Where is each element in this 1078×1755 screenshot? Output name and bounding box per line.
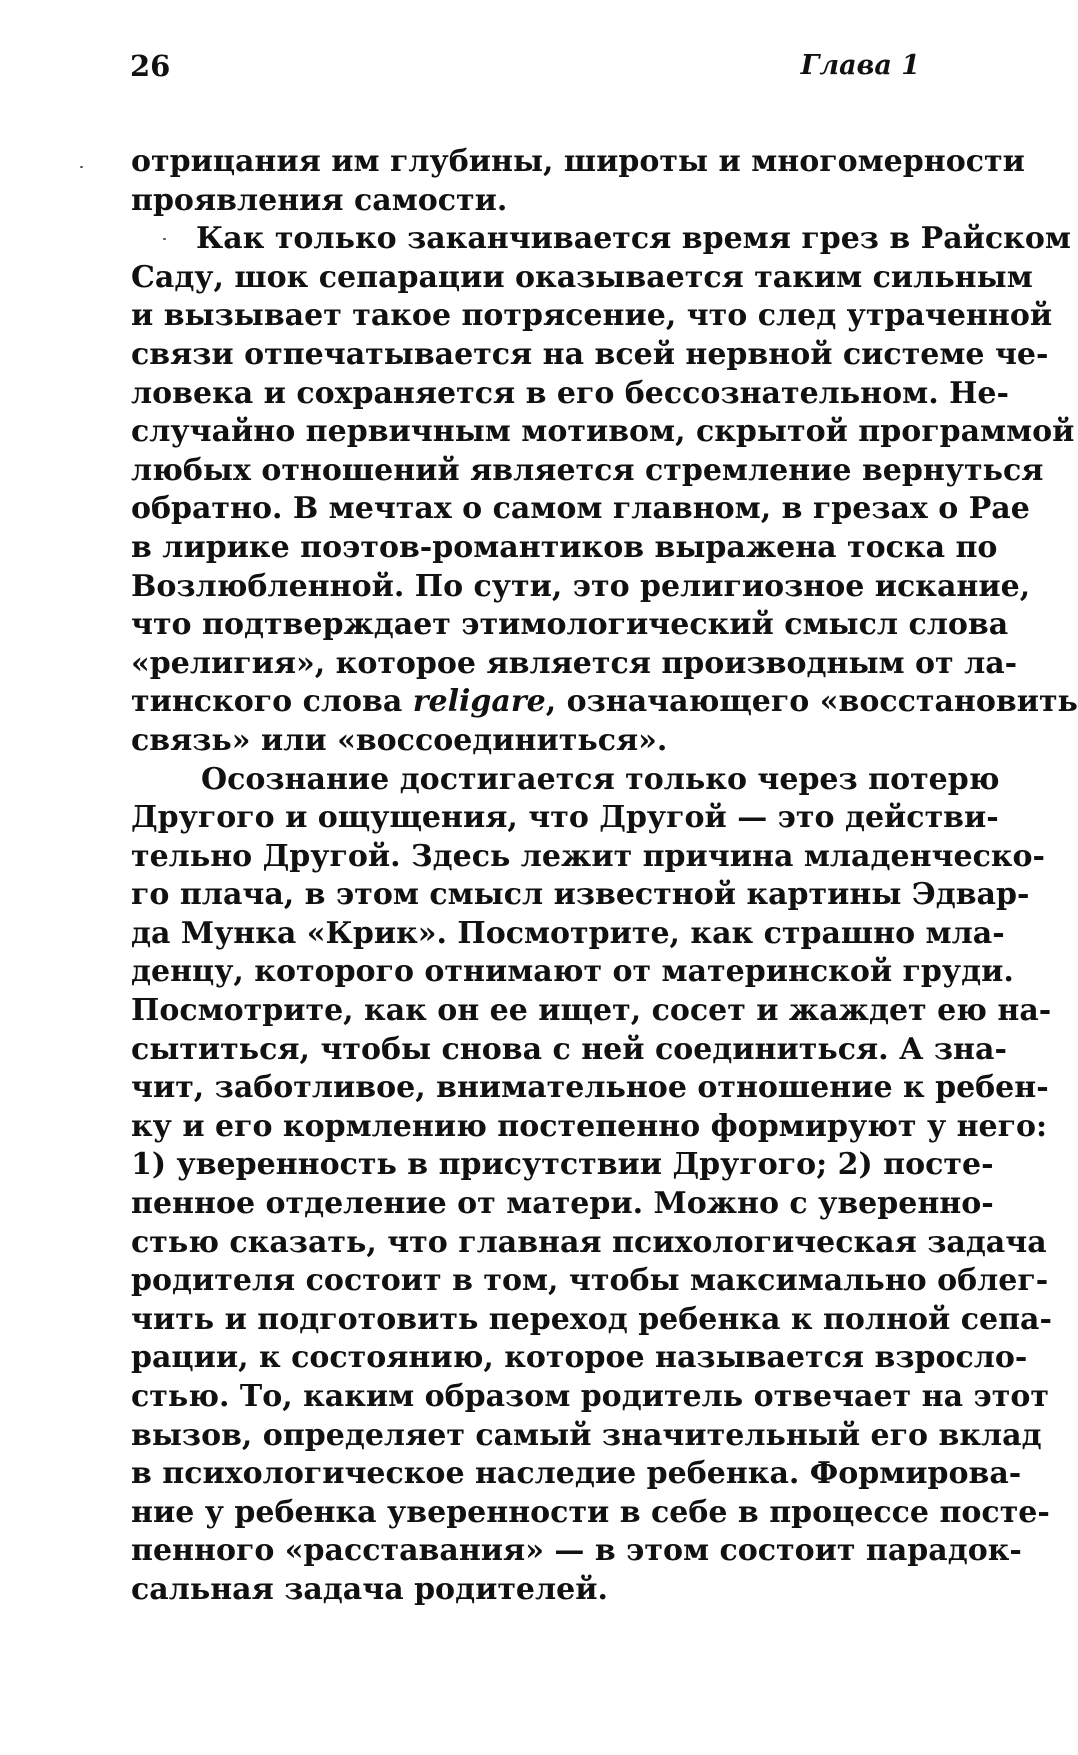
text-line: родителя состоит в том, чтобы максимально облег- [131, 1263, 1049, 1299]
religare-line [131, 683, 1078, 722]
text-line: Саду, шок сепарации оказывается таким сильным [131, 259, 1033, 295]
body-text [131, 143, 1078, 1610]
text-line: отрицания им глубины, широты и многомерности [131, 144, 1025, 179]
text-line: и вызывает такое потрясение, что след утраченной [131, 298, 1053, 334]
text-line: ловека и сохраняется в его бессознательном. Не- [131, 375, 1009, 411]
religare-before: тинского слова [131, 684, 413, 720]
text-line: Другого и ощущения, что Другой — это действи- [131, 800, 999, 836]
paragraph-first-line: Как только заканчивается время грез в Райском [196, 221, 1071, 257]
text-line: в лирике поэтов-романтиков выражена тоска по [131, 529, 998, 565]
text-line: вызов, определяет самый значительный его вклад [131, 1417, 1042, 1453]
text-line: Посмотрите, как он ее ищет, сосет и жаждет ею на- [131, 993, 1052, 1029]
latin-term: religare [412, 684, 546, 720]
text-line: пенного «расставания» — в этом состоит парадок- [131, 1533, 1022, 1569]
text-line: тельно Другой. Здесь лежит причина младенческо- [131, 838, 1045, 874]
text-line: ку и его кормлению постепенно формируют у него: [131, 1108, 1048, 1144]
text-line: чить и подготовить переход ребенка к полной сепа- [131, 1301, 1052, 1337]
text-line: чит, заботливое, внимательное отношение к ребен- [131, 1070, 1049, 1106]
text-line: ние у ребенка уверенности в себе в процессе посте- [131, 1494, 1050, 1530]
text-line: «религия», которое является производным от ла- [131, 645, 1018, 681]
text-line: да Мунка «Крик». Посмотрите, как страшно мла- [131, 915, 1005, 951]
running-head [130, 40, 920, 92]
text-line: связи отпечатывается на всей нервной системе че- [131, 336, 1049, 372]
text-line: стью сказать, что главная психологическая задача [131, 1224, 1047, 1260]
text-line: проявления самости. [131, 182, 508, 218]
print-speck [80, 166, 83, 168]
text-line: что подтверждает этимологический смысл слова [131, 607, 1009, 643]
text-line: го плача, в этом смысл известной картины Эдвар- [131, 877, 1030, 913]
chapter-label: Глава 1 [800, 50, 920, 81]
text-line: рации, к состоянию, которое называется взросло- [131, 1340, 1028, 1376]
text-line: сальная задача родителей. [131, 1571, 608, 1607]
text-line: в психологическое наследие ребенка. Формирова- [131, 1456, 1022, 1492]
paragraph-first-line: Осознание достигается только через потерю [201, 761, 1000, 797]
text-line: 1) уверенность в присутствии Другого; 2) посте- [131, 1147, 994, 1183]
religare-after: , означающего «восстановить [545, 684, 1078, 720]
text-line: Возлюбленной. По сути, это религиозное искание, [131, 568, 1031, 604]
text-line: денцу, которого отнимают от материнской груди. [131, 954, 1014, 990]
text-line: пенное отделение от матери. Можно с уверенно- [131, 1186, 994, 1222]
text-line: обратно. В мечтах о самом главном, в грезах о Рае [131, 491, 1030, 527]
text-line: сытиться, чтобы снова с ней соединиться. А зна- [131, 1031, 1007, 1067]
text-line: связь» или «воссоединиться». [131, 722, 668, 758]
text-line: стью. То, каким образом родитель отвечает на этот [131, 1379, 1049, 1414]
text-line: случайно первичным мотивом, скрытой программой [131, 414, 1075, 450]
text-line: любых отношений является стремление вернуться [131, 452, 1044, 488]
page-number: 26 [130, 49, 171, 83]
